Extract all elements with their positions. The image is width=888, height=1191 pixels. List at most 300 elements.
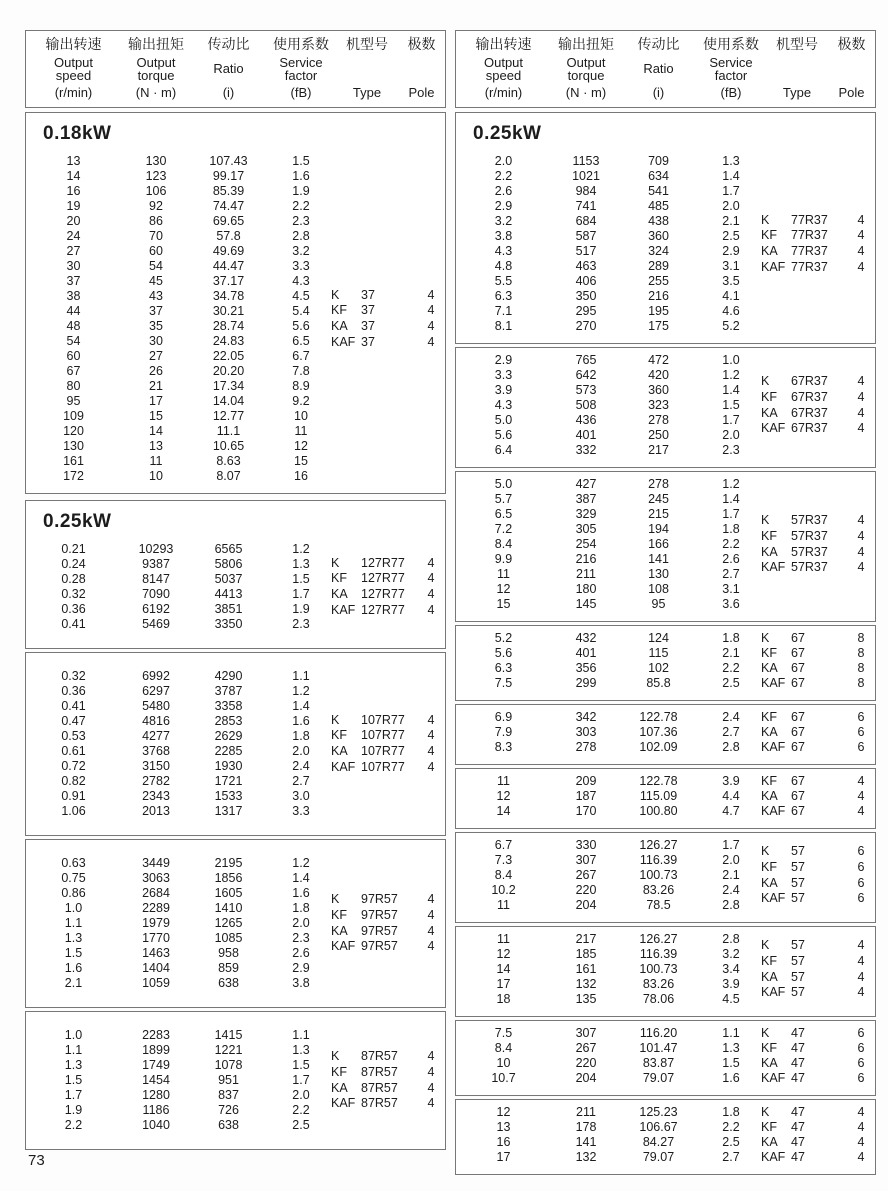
torque-cell: 741 xyxy=(575,199,597,213)
factor-cell: 2.9 xyxy=(292,961,310,975)
pole-value: 4 xyxy=(427,555,435,570)
factor-cell: 1.2 xyxy=(292,856,310,870)
ratio-cell: 17.34 xyxy=(212,379,245,393)
speed-cell: 16 xyxy=(496,1135,511,1149)
type-pole-line xyxy=(761,1120,871,1135)
type-size: 77R37 xyxy=(791,259,828,274)
header-label-en: Output speed xyxy=(483,54,524,83)
ratio-cell: 1533 xyxy=(214,789,243,803)
torque-cell: 92 xyxy=(149,199,163,213)
ratio-cell: 289 xyxy=(648,259,669,273)
header-label-zh: 传动比 xyxy=(207,36,250,52)
factor-cell: 2.5 xyxy=(722,229,740,243)
torque-cell: 508 xyxy=(575,398,597,412)
type-pole-line xyxy=(761,260,871,276)
torque-cell: 307 xyxy=(575,1026,597,1040)
speed-cell: 2.2 xyxy=(64,1118,83,1132)
type-prefix: KF xyxy=(331,728,347,743)
type-prefix: KAF xyxy=(761,1150,786,1164)
factor-cell: 3.9 xyxy=(722,977,740,991)
torque-cell: 86 xyxy=(149,214,163,228)
speed-cell: 1.3 xyxy=(64,931,83,945)
ratio-cell: 24.83 xyxy=(212,334,245,348)
factor-cell: 1.8 xyxy=(292,901,310,915)
type-size: 87R57 xyxy=(361,1049,398,1064)
type-size: 37 xyxy=(361,334,375,349)
factor-cell: 5.6 xyxy=(292,319,310,333)
ratio-cell: 101.47 xyxy=(639,1041,678,1055)
ratio-cell: 22.05 xyxy=(212,349,245,363)
type-pole-line xyxy=(761,938,871,954)
factor-cell: 3.8 xyxy=(292,976,310,990)
torque-cell: 356 xyxy=(575,661,597,675)
ratio-cell: 250 xyxy=(648,428,669,442)
type-prefix: KF xyxy=(761,646,777,660)
type-prefix: KAF xyxy=(331,334,356,349)
pole-value: 6 xyxy=(857,859,865,874)
type-size: 67 xyxy=(791,789,805,803)
factor-cell: 2.1 xyxy=(722,868,740,882)
pole-value: 6 xyxy=(857,1056,865,1070)
factor-cell: 4.5 xyxy=(722,992,740,1006)
type-pole-line xyxy=(331,1081,441,1097)
pole-value: 4 xyxy=(857,513,865,528)
type-prefix: KF xyxy=(761,710,777,724)
torque-cell: 2289 xyxy=(142,901,170,915)
speed-cell: 1.5 xyxy=(64,1073,83,1087)
factor-cell: 2.1 xyxy=(722,214,740,228)
factor-cell: 1.7 xyxy=(292,587,310,601)
type-prefix: K xyxy=(331,712,340,727)
torque-cell: 54 xyxy=(149,259,163,273)
torque-cell: 1021 xyxy=(572,169,600,183)
ratio-cell: 8.07 xyxy=(216,469,241,483)
ratio-cell: 8.63 xyxy=(216,454,241,468)
torque-cell: 307 xyxy=(575,853,597,867)
ratio-cell: 5806 xyxy=(214,557,243,571)
ratio-cell: 217 xyxy=(648,443,669,457)
ratio-cell: 634 xyxy=(648,169,669,183)
factor-cell: 2.7 xyxy=(722,1150,740,1164)
type-prefix: KAF xyxy=(761,985,786,1000)
torque-cell: 5480 xyxy=(142,699,170,713)
speed-cell: 6.4 xyxy=(494,443,513,457)
type-pole-line xyxy=(331,939,441,955)
type-pole-line xyxy=(331,892,441,908)
type-pole-line xyxy=(761,1150,871,1165)
speed-cell: 67 xyxy=(66,364,81,378)
type-size: 107R77 xyxy=(361,744,405,758)
speed-cell: 8.1 xyxy=(494,319,513,333)
torque-cell: 295 xyxy=(575,304,597,318)
speed-cell: 2.6 xyxy=(494,184,513,198)
factor-cell: 2.8 xyxy=(292,229,310,243)
type-pole-line xyxy=(761,560,871,576)
header-label-unit: (r/min) xyxy=(484,85,523,100)
ratio-cell: 2853 xyxy=(214,714,243,728)
ratio-cell: 57.8 xyxy=(216,229,241,243)
header-label-unit: (fB) xyxy=(290,85,312,100)
type-prefix: KAF xyxy=(761,560,786,575)
header-col-pole xyxy=(828,37,875,100)
ratio-cell: 1415 xyxy=(214,1028,243,1042)
factor-cell: 2.8 xyxy=(722,932,740,946)
speed-cell: 120 xyxy=(63,424,84,438)
type-size: 127R77 xyxy=(361,587,405,601)
type-size: 127R77 xyxy=(361,571,405,586)
factor-cell: 2.8 xyxy=(722,740,740,754)
spec-table-group xyxy=(455,768,876,829)
factor-cell: 4.3 xyxy=(292,274,310,288)
type-size: 57 xyxy=(791,844,805,859)
type-prefix: KA xyxy=(331,744,348,758)
ratio-cell: 37.17 xyxy=(212,274,245,288)
header-label-zh: 机型号 xyxy=(346,36,388,52)
factor-cell: 1.7 xyxy=(722,838,740,852)
factor-cell: 11 xyxy=(294,424,308,438)
page-number: 73 xyxy=(28,1152,45,1169)
pole-value: 4 xyxy=(857,421,865,436)
type-pole-block xyxy=(319,1028,441,1133)
factor-cell: 2.3 xyxy=(722,443,740,457)
type-pole-line xyxy=(331,603,441,619)
type-size: 67R37 xyxy=(791,389,828,404)
torque-cell: 573 xyxy=(575,383,597,397)
type-pole-block xyxy=(749,1105,871,1165)
type-prefix: K xyxy=(331,1049,340,1064)
ratio-cell: 122.78 xyxy=(639,710,678,724)
pole-value: 4 xyxy=(857,774,865,788)
type-size: 97R57 xyxy=(361,923,398,938)
type-size: 87R57 xyxy=(361,1064,398,1079)
type-prefix: KA xyxy=(761,661,778,675)
factor-cell: 2.2 xyxy=(292,1103,310,1117)
type-prefix: KA xyxy=(761,544,778,559)
ratio-cell: 85.39 xyxy=(212,184,245,198)
type-prefix: K xyxy=(331,892,340,907)
type-pole-line xyxy=(761,789,871,804)
factor-cell: 12 xyxy=(294,439,308,453)
ratio-cell: 1410 xyxy=(214,901,243,915)
torque-cell: 132 xyxy=(575,977,597,991)
pole-value: 4 xyxy=(857,560,865,575)
type-pole-block xyxy=(749,631,871,691)
speed-cell: 6.7 xyxy=(494,838,513,852)
type-pole-line xyxy=(761,529,871,545)
type-size: 57 xyxy=(791,985,805,1000)
type-size: 37 xyxy=(361,287,375,302)
header-label-unit: (fB) xyxy=(720,85,742,100)
factor-cell: 1.6 xyxy=(292,169,310,183)
speed-cell: 19 xyxy=(66,199,81,213)
spec-table-group xyxy=(455,347,876,468)
spec-table-group xyxy=(455,832,876,923)
type-pole-line xyxy=(761,876,871,892)
factor-cell: 1.5 xyxy=(722,1056,740,1070)
speed-cell: 95 xyxy=(66,394,81,408)
speed-cell: 20 xyxy=(66,214,81,228)
torque-cell: 37 xyxy=(149,304,163,318)
spec-table-group xyxy=(455,1099,876,1175)
torque-cell: 6192 xyxy=(142,602,170,616)
speed-cell: 6.3 xyxy=(494,661,513,675)
ratio-cell: 85.8 xyxy=(646,676,671,690)
spec-table-body xyxy=(456,631,875,691)
pole-value: 4 xyxy=(427,1080,435,1095)
type-prefix: KAF xyxy=(761,676,786,690)
pole-value: 4 xyxy=(857,789,865,803)
type-pole-line xyxy=(761,740,871,755)
type-prefix: KF xyxy=(761,528,777,543)
torque-cell: 1749 xyxy=(142,1058,170,1072)
header-label-zh: 传动比 xyxy=(637,36,680,52)
speed-cell: 5.7 xyxy=(494,492,513,506)
speed-cell: 7.3 xyxy=(494,853,513,867)
type-pole-block xyxy=(749,1026,871,1086)
type-prefix: KA xyxy=(331,587,348,601)
type-prefix: KAF xyxy=(331,939,356,954)
type-pole-line xyxy=(761,1041,871,1056)
torque-cell: 185 xyxy=(575,947,597,961)
torque-cell: 587 xyxy=(575,229,597,243)
ratio-cell: 2195 xyxy=(214,856,243,870)
torque-cell: 11 xyxy=(149,454,163,468)
type-pole-line xyxy=(331,908,441,924)
ratio-cell: 124 xyxy=(648,631,669,645)
header-col-type xyxy=(766,37,828,100)
pole-value: 6 xyxy=(857,1026,865,1040)
ratio-cell: 116.39 xyxy=(639,853,678,867)
type-prefix: KA xyxy=(761,244,778,258)
torque-cell: 1454 xyxy=(142,1073,170,1087)
speed-cell: 0.41 xyxy=(61,699,86,713)
factor-cell: 4.1 xyxy=(722,289,740,303)
torque-cell: 204 xyxy=(575,1071,597,1085)
torque-cell: 1040 xyxy=(142,1118,170,1132)
ratio-cell: 83.87 xyxy=(642,1056,675,1070)
torque-cell: 387 xyxy=(575,492,597,506)
pole-value: 4 xyxy=(857,1150,865,1164)
type-size: 77R37 xyxy=(791,228,828,243)
type-prefix: KAF xyxy=(331,602,356,617)
speed-cell: 2.9 xyxy=(494,353,513,367)
type-prefix: KF xyxy=(761,1120,777,1134)
speed-cell: 12 xyxy=(496,582,511,596)
torque-cell: 1153 xyxy=(572,154,600,168)
type-prefix: KAF xyxy=(761,1071,786,1085)
torque-cell: 6992 xyxy=(142,669,170,683)
header-label-zh: 极数 xyxy=(837,36,866,52)
type-pole-line xyxy=(761,844,871,860)
factor-cell: 3.0 xyxy=(292,789,310,803)
torque-cell: 330 xyxy=(575,838,597,852)
type-pole-line xyxy=(331,744,441,760)
type-pole-line xyxy=(761,228,871,244)
factor-cell: 2.7 xyxy=(292,774,310,788)
type-prefix: K xyxy=(761,844,770,859)
torque-cell: 1404 xyxy=(142,961,170,975)
header-label-en: Service factor xyxy=(279,54,323,83)
ratio-cell: 83.26 xyxy=(642,883,675,897)
speed-cell: 5.5 xyxy=(494,274,513,288)
factor-cell: 1.7 xyxy=(292,1073,310,1087)
torque-cell: 401 xyxy=(575,428,597,442)
speed-cell: 30 xyxy=(66,259,81,273)
ratio-cell: 216 xyxy=(648,289,669,303)
type-pole-line xyxy=(761,725,871,740)
factor-cell: 1.4 xyxy=(722,383,740,397)
torque-cell: 463 xyxy=(575,259,597,273)
type-prefix: KA xyxy=(761,969,778,984)
torque-cell: 984 xyxy=(575,184,597,198)
ratio-cell: 79.07 xyxy=(642,1150,675,1164)
pole-value: 4 xyxy=(857,1105,865,1119)
factor-cell: 1.1 xyxy=(722,1026,740,1040)
header-label-zh: 输出扭矩 xyxy=(558,36,614,52)
torque-cell: 217 xyxy=(575,932,597,946)
speed-cell: 3.3 xyxy=(494,368,513,382)
type-pole-line xyxy=(761,954,871,970)
speed-cell: 5.0 xyxy=(494,413,513,427)
ratio-cell: 49.69 xyxy=(212,244,245,258)
ratio-cell: 4413 xyxy=(214,587,243,601)
speed-cell: 11 xyxy=(497,567,510,581)
speed-cell: 0.91 xyxy=(61,789,86,803)
spec-table-body xyxy=(26,856,445,991)
type-prefix: KAF xyxy=(761,259,786,274)
type-prefix: KAF xyxy=(761,421,786,436)
type-size: 57 xyxy=(791,875,805,890)
ratio-cell: 859 xyxy=(218,961,239,975)
factor-cell: 1.3 xyxy=(722,154,740,168)
factor-cell: 2.4 xyxy=(722,883,740,897)
ratio-cell: 10.65 xyxy=(212,439,245,453)
factor-cell: 2.3 xyxy=(292,214,310,228)
ratio-cell: 78.06 xyxy=(642,992,675,1006)
ratio-cell: 1721 xyxy=(214,774,243,788)
factor-cell: 2.2 xyxy=(292,199,310,213)
type-prefix: K xyxy=(761,938,770,953)
header-col-factor xyxy=(266,37,336,100)
factor-cell: 2.2 xyxy=(722,537,740,551)
torque-cell: 180 xyxy=(575,582,597,596)
torque-cell: 17 xyxy=(149,394,163,408)
pole-value: 4 xyxy=(427,287,435,302)
type-pole-line xyxy=(761,513,871,529)
torque-cell: 436 xyxy=(575,413,597,427)
speed-cell: 17 xyxy=(496,977,511,991)
speed-cell: 1.3 xyxy=(64,1058,83,1072)
type-pole-line xyxy=(761,891,871,907)
power-section-title: 0.18kW xyxy=(43,123,112,144)
torque-cell: 209 xyxy=(575,774,597,788)
torque-cell: 130 xyxy=(145,154,167,168)
type-prefix: K xyxy=(761,374,770,389)
speed-cell: 0.32 xyxy=(61,587,86,601)
type-pole-block xyxy=(749,710,871,755)
ratio-cell: 324 xyxy=(648,244,669,258)
speed-cell: 14 xyxy=(496,962,511,976)
header-label-zh: 使用系数 xyxy=(703,36,759,52)
type-pole-line xyxy=(761,1135,871,1150)
pole-value: 4 xyxy=(857,244,865,258)
type-size: 107R77 xyxy=(361,712,405,727)
ratio-cell: 83.26 xyxy=(642,977,675,991)
torque-cell: 35 xyxy=(149,319,163,333)
type-size: 47 xyxy=(791,1041,805,1055)
torque-cell: 21 xyxy=(149,379,163,393)
torque-cell: 45 xyxy=(149,274,163,288)
torque-cell: 211 xyxy=(576,1105,596,1119)
factor-cell: 1.2 xyxy=(722,477,740,491)
type-pole-line xyxy=(331,1096,441,1112)
type-size: 67 xyxy=(791,646,805,660)
spec-table-body xyxy=(456,1105,875,1165)
pole-value: 4 xyxy=(427,602,435,617)
torque-cell: 13 xyxy=(149,439,163,453)
pole-value: 4 xyxy=(427,319,435,333)
spec-table-group xyxy=(25,652,446,836)
header-label-unit: Pole xyxy=(838,85,865,100)
pole-value: 4 xyxy=(857,544,865,559)
type-pole-line xyxy=(331,587,441,603)
type-prefix: KF xyxy=(761,953,777,968)
speed-cell: 9.9 xyxy=(494,552,513,566)
ratio-cell: 78.5 xyxy=(646,898,671,912)
type-size: 37 xyxy=(361,303,375,318)
type-prefix: K xyxy=(331,287,340,302)
ratio-cell: 34.78 xyxy=(212,289,245,303)
speed-cell: 0.41 xyxy=(61,617,86,631)
speed-cell: 11 xyxy=(497,898,510,912)
header-label-zh: 输出扭矩 xyxy=(128,36,184,52)
ratio-cell: 638 xyxy=(218,976,239,990)
spec-table-group xyxy=(25,112,446,494)
type-pole-line xyxy=(761,545,871,561)
ratio-cell: 95 xyxy=(651,597,666,611)
type-pole-block xyxy=(319,856,441,991)
speed-cell: 8.4 xyxy=(494,868,513,882)
type-pole-block xyxy=(749,154,871,334)
type-prefix: KA xyxy=(761,725,778,739)
speed-cell: 0.21 xyxy=(61,542,86,556)
factor-cell: 1.3 xyxy=(292,1043,310,1057)
torque-cell: 332 xyxy=(575,443,597,457)
torque-cell: 4277 xyxy=(142,729,170,743)
torque-cell: 26 xyxy=(149,364,163,378)
speed-cell: 6.5 xyxy=(494,507,513,521)
speed-cell: 44 xyxy=(66,304,81,318)
type-prefix: KA xyxy=(761,405,778,420)
ratio-cell: 126.27 xyxy=(639,932,678,946)
factor-cell: 1.7 xyxy=(722,507,740,521)
factor-cell: 7.8 xyxy=(292,364,310,378)
speed-cell: 3.8 xyxy=(494,229,513,243)
factor-cell: 2.9 xyxy=(722,244,740,258)
speed-cell: 0.36 xyxy=(61,684,86,698)
speed-cell: 0.72 xyxy=(61,759,86,773)
ratio-cell: 102 xyxy=(648,661,669,675)
ratio-cell: 100.73 xyxy=(639,868,678,882)
type-size: 57R37 xyxy=(791,544,828,559)
type-size: 77R37 xyxy=(791,244,828,258)
ratio-cell: 100.80 xyxy=(639,804,678,818)
type-size: 87R57 xyxy=(361,1080,398,1095)
type-pole-block xyxy=(749,838,871,913)
header-col-pole xyxy=(398,37,445,100)
speed-cell: 130 xyxy=(63,439,84,453)
pole-value: 4 xyxy=(857,969,865,984)
